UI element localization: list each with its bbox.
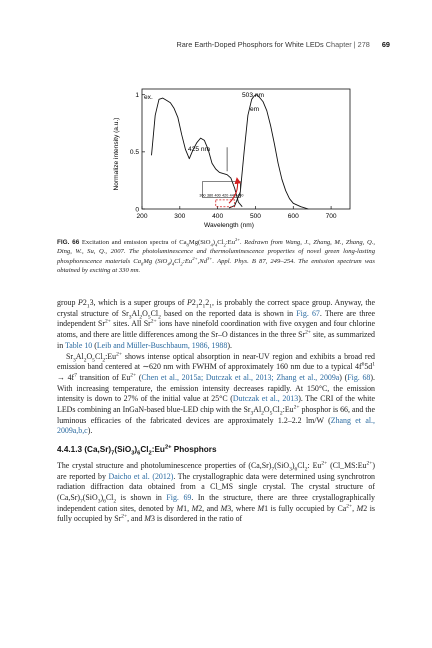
y-tick-label: 1 [135, 92, 139, 100]
figure-caption [57, 238, 375, 276]
x-tick-label: 400 [212, 213, 224, 220]
caption-label: FIG. 66 [57, 239, 80, 246]
section-heading-4-4-1-3: 4.4.1.3 $(Ca,Sr)_7(SiO_3)_6Cl_2:Eu^{2+}$ Phosphors [57, 444, 217, 457]
caption-text: Excitation and emission spectra of $Ca_8Mg(SiO_4)_4Cl_2:Eu^{2+}$. Redrawn from Wang, J., Zhang, M., Zhang, Q., Ding, W., Su, Q., 2007. The photoluminescence and thermoluminescence properties of novel green long-lasting phosphorescence materials $Ca_8Mg$ $(SiO_4)_4Cl_2:Eu^{2+},Nd^{3+}$. Appl. Phys. B 87, 249–254. The emission spectrum was obtained by exciting at 330 nm. [57, 236, 376, 275]
running-head-chapter: Chapter | 278 [325, 40, 370, 49]
body-text [57, 298, 375, 525]
inset-tick-label: 400 [214, 193, 221, 198]
x-tick-label: 300 [174, 213, 186, 220]
series-line-em [229, 95, 308, 209]
em-series-label: em [250, 106, 260, 113]
inset-tick-label: 360 [199, 193, 206, 198]
running-head-title: Rare Earth-Doped Phosphors for White LEDs [176, 40, 324, 49]
x-axis-label: Wavelength (nm) [204, 222, 254, 229]
peak-503-label: 503 nm [242, 92, 264, 99]
x-tick-label: 500 [249, 213, 261, 220]
page-number: 69 [381, 40, 390, 49]
ex-series-label: ex. [144, 94, 153, 101]
inset-tick-label: 380 [206, 193, 214, 198]
peak-425-label: 425 nm [188, 146, 210, 153]
spectra-chart [108, 82, 358, 232]
paragraph-1: group $P2_13$, which is a super groups of $P2_12_12_1$, is probably the correct space group. Anyway, the crystal structure of $Sr_3Al_2O_5Cl_2$ based on the reported data is shown in Fig. 67. There are three independent $Sr^{2+}$ sites. All $Sr^{2+}$ ions have ninefold coordination with five oxygen and four chlorine atoms, and there are little differences among the Sr–O distances in the three $Sr^{2+}$ site, as summarized in Table 10 (Leib and Müller-Buschbaum, 1986, 1988). [57, 298, 375, 350]
figure-66 [108, 82, 358, 232]
y-tick-label: 0 [135, 206, 139, 214]
paragraph-3: The crystal structure and photoluminescence properties of $(Ca,Sr)_7(SiO_3)_6Cl_2$: $Eu^{2+}$ $(Cl\_MS:Eu^{2+})$ are reported by Daicho et al. (2012). The crystallographic data were determined using synchrotron radiation diffraction data obtained from a Cl_MS single crystal. The crystal structure of $(Ca,Sr)_7(SiO_3)_6Cl_2$ is shown in Fig. 69. In the structure, there are three crystallographically independent cation sites, denoted by M1, M2, and M3, where M1 is fully occupied by $Ca^{2+}$, M2 is fully occupied by $Sr^{2+}$, and M3 is disordered in the ratio of [57, 460, 375, 524]
inset-tick-label: 420 [222, 193, 229, 198]
paragraph-2: $Sr_3Al_2O_5Cl_2:Eu^{2+}$ shows intense optical absorption in near-UV region and exhibits a broad red emission band centered at ∼620 nm with FWHM of approximately 160 nm due to a typical $4f^65d^1 \to 4f^7$ transition of $Eu^{2+}$ (Chen et al., 2015a; Dutczak et al., 2013; Zhang et al., 2009a) (Fig. 68). With increasing temperature, the emission intensity decreases rapidly. At 150°C, the emission intensity is down to 27% of the initial value at 25°C (Dutczak et al., 2013). The CRI of the white LEDs combining an InGaN-based blue-LED chip with the $Sr_3Al_2O_5Cl_2:Eu^{2+}$ phosphor is 66, and the luminous efficacies of the fabricated devices are approximately 1.2–2.2 lm/W (Zhang et al., 2009a,b,c). [57, 350, 375, 436]
x-tick-label: 700 [325, 213, 337, 220]
x-tick-label: 600 [287, 213, 299, 220]
inset-tick-label: 440 [229, 193, 236, 198]
y-tick-label: 0.5 [129, 149, 139, 157]
x-tick-label: 200 [136, 213, 148, 220]
running-head [0, 40, 390, 49]
inset-tick-label: 460 [237, 193, 244, 198]
y-axis-label: Normalize intensity (a.u.) [113, 117, 120, 191]
